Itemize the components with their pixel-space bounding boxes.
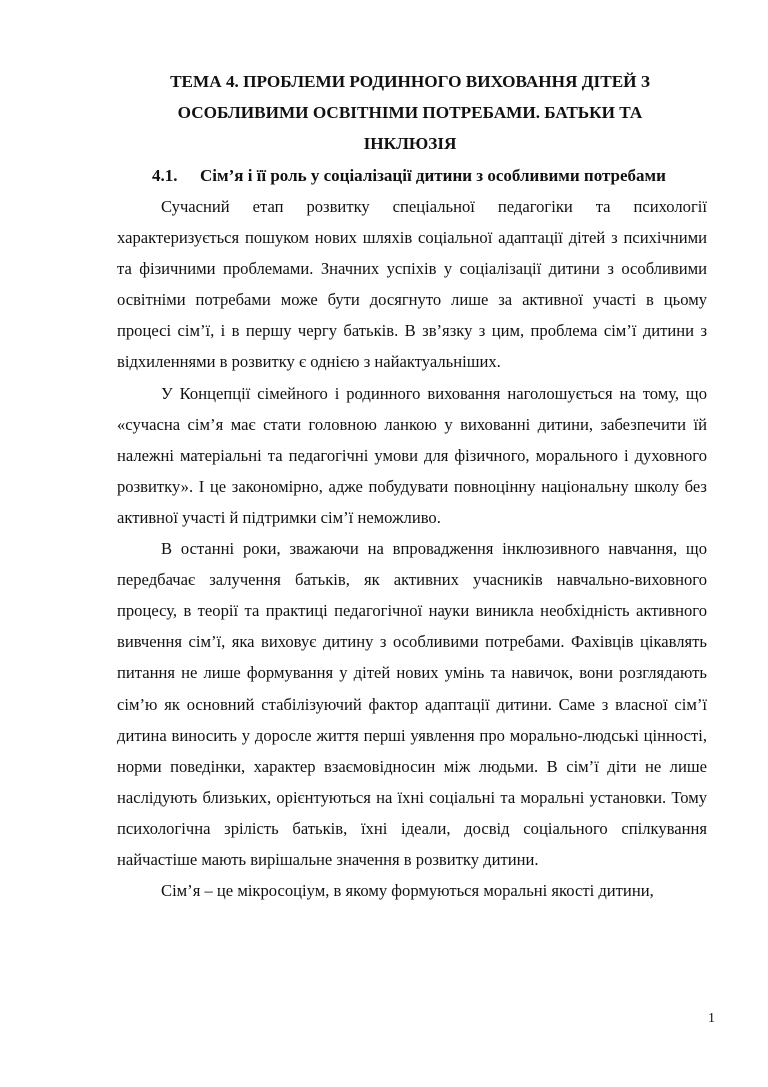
topic-title-line-3: ІНКЛЮЗІЯ [363,134,457,153]
body-text [117,191,707,906]
topic-title-line-2: ОСОБЛИВИМИ ОСВІТНІМИ ПОТРЕБАМИ. БАТЬКИ ТА [177,103,643,122]
section-heading [152,163,712,189]
section-title: Сім’я і її роль у соціалізації дитини з особливими потребами [200,166,666,185]
topic-title [110,66,710,159]
paragraph-1: Сучасний етап розвитку спеціальної педагогіки та психології характеризується пошуком нових шляхів соціальної адаптації дітей з психічними та фізичними проблемами. Значних успіхів у соціалізації дитини з особливими освітніми потребами може бути досягнуто лише за активної участі в цьому процесі сім’ї, і в першу чергу батьків. В зв’язку з цим, проблема сім’ї дитини з відхиленнями в розвитку є однією з найактуальніших. [117,197,707,372]
paragraph-3: В останні роки, зважаючи на впровадження інклюзивного навчання, що передбачає залучення батьків, як активних учасників навчально-виховного процесу, в теорії та практиці педагогічної науки виникла необхідність активного вивчення сім’ї, яка виховує дитину з особливими потребами. Фахівців цікавлять питання не лише формування у дітей нових умінь та навичок, вони розглядають сім’ю як основний стабілізуючий фактор адаптації дитини. Саме з власної сім’ї дитина виносить у доросле життя перші уявлення про морально-людські цінності, норми поведінки, характер взаємовідносин між людьми. В сім’ї діти не лише наслідують близьких, орієнтуються на їхні соціальні та моральні установки. Тому психологічна зрілість батьків, їхні ідеали, досвід соціального спілкування найчастіше мають вирішальне значення в розвитку дитини. [117,539,707,869]
topic-title-line-1: ТЕМА 4. ПРОБЛЕМИ РОДИННОГО ВИХОВАННЯ ДІТЕЙ З [170,72,650,91]
section-number: 4.1. [152,166,178,185]
paragraph-2: У Концепції сімейного і родинного виховання наголошується на тому, що «сучасна сім’я має стати головною ланкою у вихованні дитини, забезпечити їй належні матеріальні та педагогічні умови для фізичного, морального і духовного розвитку». І це закономірно, адже побудувати повноцінну національну школу без активної участі й підтримки сім’ї неможливо. [117,383,707,527]
page-number: 1 [708,1011,715,1026]
paragraph-4: Сім’я – це мікросоціум, в якому формуються моральні якості дитини, [161,881,654,901]
